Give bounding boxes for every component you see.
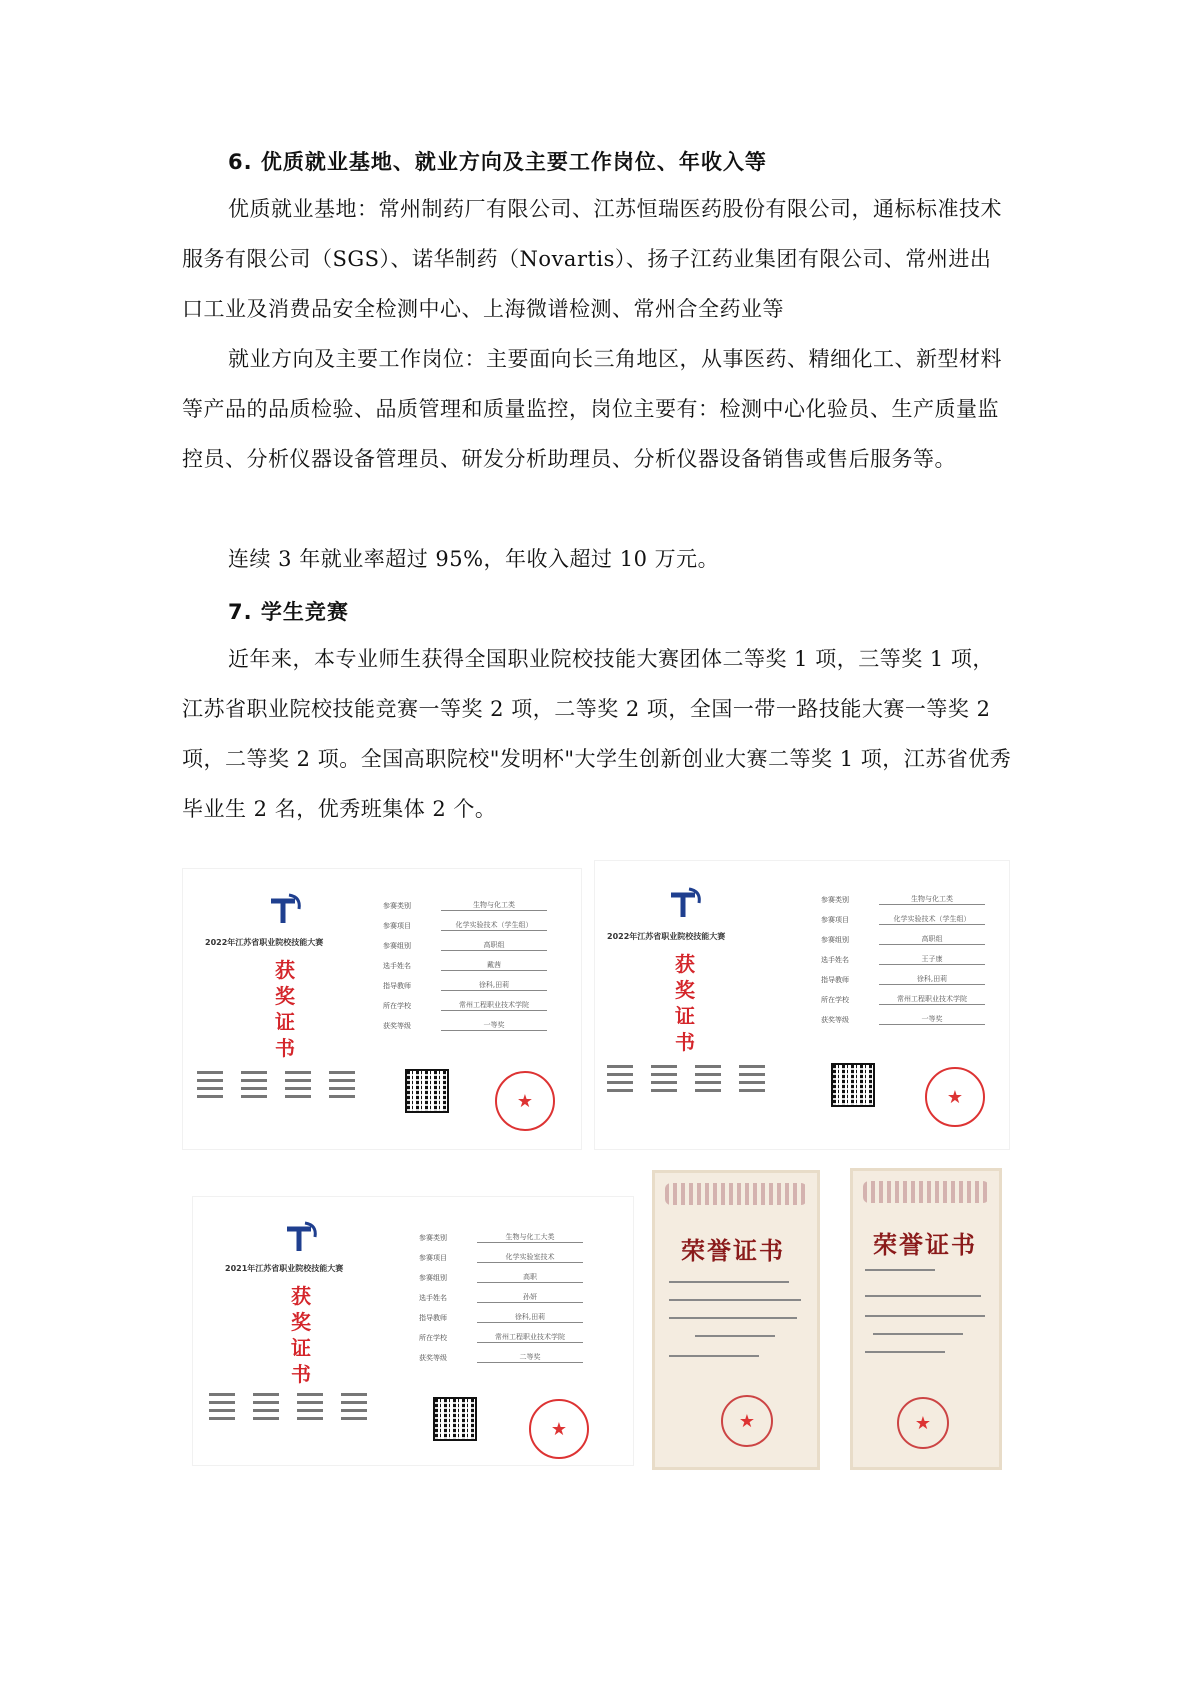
field-label: 参赛项目 [419, 1254, 447, 1262]
text-line [669, 1299, 801, 1301]
committee-names-list [607, 1065, 779, 1092]
field-value: 王子康 [879, 954, 985, 965]
field-label: 参赛项目 [821, 916, 849, 924]
certificate-award-text: 获奖证书 [275, 958, 295, 1060]
text-line [865, 1315, 985, 1317]
official-seal-icon: ★ [897, 1397, 949, 1449]
certificate-fields [419, 1223, 583, 1363]
field-label: 所在学校 [419, 1334, 447, 1342]
field-label: 选手姓名 [419, 1294, 447, 1302]
official-seal-icon: ★ [721, 1395, 773, 1447]
text-line [669, 1317, 797, 1319]
field-value: 化学实验室技术 [477, 1252, 583, 1263]
decorative-border [863, 1181, 989, 1203]
field-label: 参赛类别 [383, 902, 411, 910]
competition-logo-icon [281, 1217, 321, 1257]
field-label: 参赛组别 [419, 1274, 447, 1282]
field-value: 常州工程职业技术学院 [441, 1000, 547, 1011]
field-label: 指导教师 [419, 1314, 447, 1322]
field-value: 化学实验技术（学生组） [879, 914, 985, 925]
competition-logo-icon [665, 883, 705, 923]
text-line [865, 1351, 945, 1353]
section-6-paragraph-employment-rate: 连续 3 年就业率超过 95%，年收入超过 10 万元。 [228, 547, 720, 571]
text-line [669, 1355, 759, 1357]
official-seal-icon: ★ [529, 1399, 589, 1459]
field-label: 参赛组别 [821, 936, 849, 944]
award-certificate-image [192, 1196, 634, 1466]
field-label: 指导教师 [383, 982, 411, 990]
field-label: 选手姓名 [383, 962, 411, 970]
field-value: 一等奖 [441, 1020, 547, 1031]
certificate-competition-title: 2022年江苏省职业院校技能大赛 [607, 932, 726, 941]
qr-code-icon [831, 1063, 875, 1107]
field-value: 生物与化工类 [441, 900, 547, 911]
honor-certificate-title: 荣誉证书 [873, 1230, 977, 1259]
field-label: 参赛类别 [419, 1234, 447, 1242]
field-value: 高职 [477, 1272, 583, 1283]
qr-code-icon [433, 1397, 477, 1441]
committee-names-list [197, 1071, 369, 1098]
field-value: 生物与化工类 [879, 894, 985, 905]
field-label: 获奖等级 [383, 1022, 411, 1030]
certificate-fields [383, 891, 547, 1031]
field-label: 获奖等级 [419, 1354, 447, 1362]
text-line [873, 1333, 963, 1335]
official-seal-icon: ★ [925, 1067, 985, 1127]
award-certificate-image [182, 868, 582, 1150]
field-value: 化学实验技术（学生组） [441, 920, 547, 931]
field-value: 戴茜 [441, 960, 547, 971]
competition-logo-icon [265, 889, 305, 929]
field-label: 获奖等级 [821, 1016, 849, 1024]
section-7-heading: 7. 学生竞赛 [228, 600, 349, 624]
honor-certificate-image [850, 1168, 1002, 1470]
qr-code-icon [405, 1069, 449, 1113]
field-value: 一等奖 [879, 1014, 985, 1025]
section-6-heading: 6. 优质就业基地、就业方向及主要工作岗位、年收入等 [228, 150, 767, 174]
field-label: 选手姓名 [821, 956, 849, 964]
certificate-fields [821, 885, 985, 1025]
honor-certificate-title: 荣誉证书 [681, 1236, 785, 1265]
field-label: 所在学校 [383, 1002, 411, 1010]
field-value: 生物与化工大类 [477, 1232, 583, 1243]
field-value: 徐科,田莉 [477, 1312, 583, 1323]
field-value: 常州工程职业技术学院 [879, 994, 985, 1005]
certificate-award-text: 获奖证书 [675, 952, 695, 1054]
field-value: 徐科,田莉 [879, 974, 985, 985]
decorative-border [665, 1183, 807, 1205]
field-value: 二等奖 [477, 1352, 583, 1363]
field-value: 孙妍 [477, 1292, 583, 1303]
committee-names-list [209, 1393, 381, 1420]
certificate-competition-title: 2021年江苏省职业院校技能大赛 [225, 1264, 344, 1273]
field-value: 高职组 [441, 940, 547, 951]
field-value: 常州工程职业技术学院 [477, 1332, 583, 1343]
field-label: 参赛项目 [383, 922, 411, 930]
honor-certificate-image [652, 1170, 820, 1470]
section-7-paragraph-competitions: 近年来，本专业师生获得全国职业院校技能大赛团体二等奖 1 项，三等奖 1 项，江苏省职业院校技能竞赛一等奖 2 项，二等奖 2 项，全国一带一路技能大赛一等奖 2 项，二等奖 2 项。全国高职院校"发明杯"大学生创新创业大赛二等奖 1 项，江苏省优秀毕业生 2 名，优秀班集体 2 个。 [182, 647, 1012, 821]
field-value: 高职组 [879, 934, 985, 945]
certificate-award-text: 获奖证书 [291, 1284, 311, 1386]
field-label: 所在学校 [821, 996, 849, 1004]
field-label: 指导教师 [821, 976, 849, 984]
section-6-paragraph-bases: 优质就业基地：常州制药厂有限公司、江苏恒瑞医药股份有限公司，通标标准技术服务有限公司（SGS）、诺华制药（Novartis）、扬子江药业集团有限公司、常州进出口工业及消费品安全检测中心、上海微谱检测、常州合全药业等 [182, 197, 1002, 321]
text-line [865, 1269, 935, 1271]
section-6-paragraph-positions: 就业方向及主要工作岗位：主要面向长三角地区，从事医药、精细化工、新型材料等产品的品质检验、品质管理和质量监控，岗位主要有：检测中心化验员、生产质量监控员、分析仪器设备管理员、研发分析助理员、分析仪器设备销售或售后服务等。 [182, 347, 1002, 471]
text-line [669, 1281, 789, 1283]
certificate-competition-title: 2022年江苏省职业院校技能大赛 [205, 938, 324, 947]
field-value: 徐科,田莉 [441, 980, 547, 991]
text-line [695, 1335, 775, 1337]
text-line [865, 1295, 981, 1297]
award-certificate-image [594, 860, 1010, 1150]
field-label: 参赛组别 [383, 942, 411, 950]
field-label: 参赛类别 [821, 896, 849, 904]
official-seal-icon: ★ [495, 1071, 555, 1131]
